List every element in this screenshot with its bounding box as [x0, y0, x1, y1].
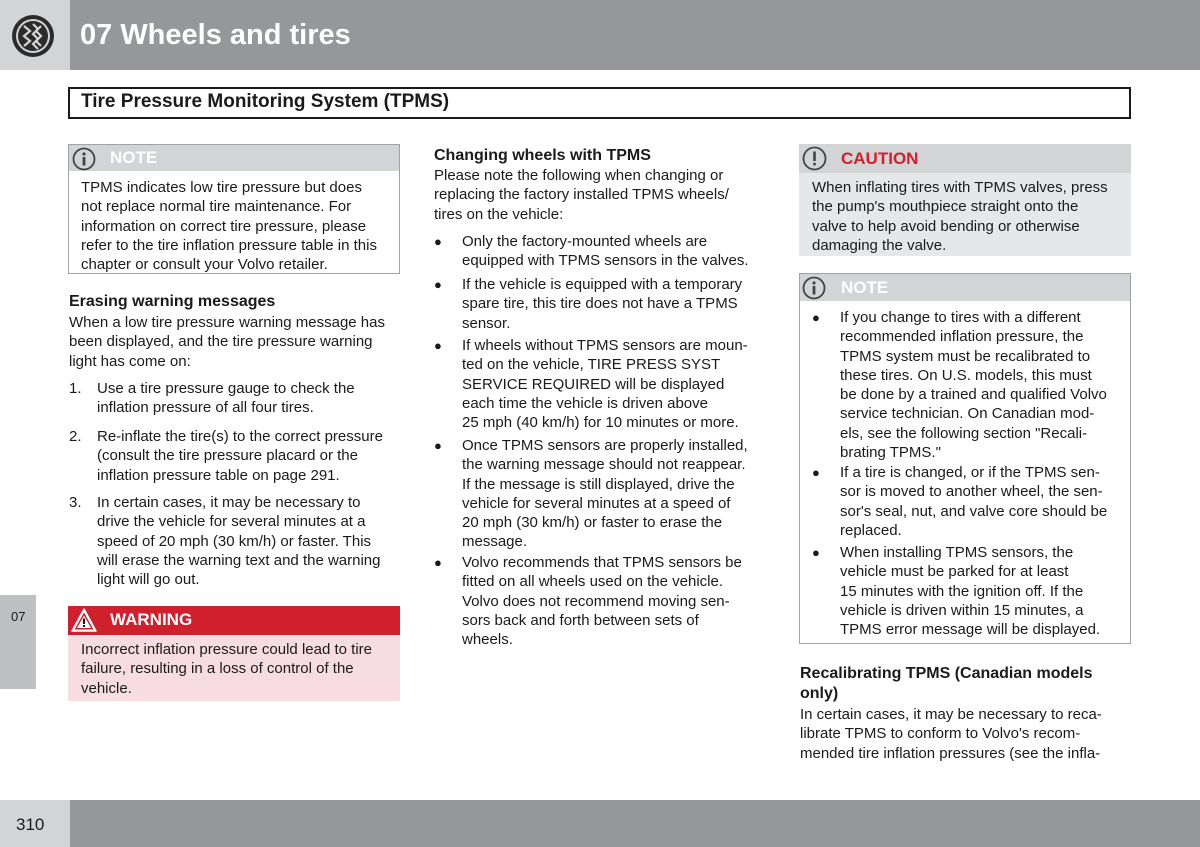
step-line: light will go out. [97, 571, 200, 589]
bullet-line: els, see the following section "Recali- [840, 424, 1088, 442]
side-tab-label: 07 [11, 609, 26, 624]
note-line: refer to the tire inflation pressure table in this [81, 236, 377, 254]
bullet-icon: ● [434, 555, 442, 570]
intro-line: tires on the vehicle: [434, 205, 564, 223]
intro-line: replacing the factory installed TPMS wheels/ [434, 186, 729, 204]
bullet-text [462, 275, 742, 333]
step-line: In certain cases, it may be necessary to [97, 494, 361, 511]
recal-line: librate TPMS to conform to Volvo's recom- [800, 725, 1081, 743]
step-text [97, 493, 381, 589]
recalibrating-heading [800, 664, 1093, 703]
recalibrating-text [800, 705, 1102, 763]
bullet-line: message. [462, 533, 528, 551]
step-text [97, 427, 383, 485]
bullet-line: vehicle must be parked for at least [840, 563, 1069, 581]
heading-line: Recalibrating TPMS (Canadian models [800, 665, 1093, 682]
bullet-line: fitted on all wheels used on the vehicle. [462, 573, 723, 591]
bullet-line: recommended inflation pressure, the [840, 328, 1084, 346]
section-title: Tire Pressure Monitoring System (TPMS) [81, 91, 450, 112]
note-label: NOTE [110, 148, 158, 167]
bullet-line: When installing TPMS sensors, the [840, 544, 1074, 561]
info-icon [801, 275, 827, 301]
bullet-text [840, 463, 1107, 540]
bullet-line: Only the factory-mounted wheels are [462, 233, 708, 250]
bullet-line: vehicle for several minutes at a speed of [462, 494, 731, 512]
bullet-line: If wheels without TPMS sensors are moun- [462, 337, 748, 354]
bullet-line: TPMS system must be recalibrated to [840, 347, 1091, 365]
bullet-text [840, 543, 1100, 639]
note-line: information on correct tire pressure, please [81, 217, 367, 235]
bullet-text [462, 336, 748, 432]
warning-line: vehicle. [81, 679, 132, 697]
note-line: chapter or consult your Volvo retailer. [81, 256, 328, 274]
erasing-heading: Erasing warning messages [69, 293, 276, 310]
bullet-text [840, 308, 1107, 462]
bullet-line: SERVICE REQUIRED will be displayed [462, 375, 725, 393]
step-text [97, 379, 355, 418]
bullet-icon: ● [434, 338, 442, 353]
bullet-text [462, 553, 742, 649]
caution-line: damaging the valve. [812, 236, 947, 254]
footer-bar [70, 800, 1200, 847]
bullet-line: 15 minutes with the ignition off. If the [840, 582, 1084, 600]
bullet-icon: ● [434, 277, 442, 292]
bullet-line: If you change to tires with a different [840, 309, 1081, 326]
intro-line: Please note the following when changing or [434, 167, 724, 184]
bullet-line: each time the vehicle is driven above [462, 394, 708, 412]
step-line: (consult the tire pressure placard or the [97, 447, 358, 465]
step-line: speed of 20 mph (30 km/h) or faster. This [97, 532, 372, 550]
step-line: inflation pressure of all four tires. [97, 399, 314, 417]
bullet-text [462, 436, 748, 552]
note-label: NOTE [841, 278, 889, 297]
chapter-title: 07 Wheels and tires [80, 19, 351, 51]
bullet-icon: ● [434, 234, 442, 249]
bullet-icon: ● [434, 438, 442, 453]
step-line: Re-inflate the tire(s) to the correct pressure [97, 428, 383, 445]
heading-line: only) [800, 684, 839, 702]
chapter-icon-box [0, 0, 70, 70]
info-icon [71, 146, 97, 172]
changing-wheels-heading: Changing wheels with TPMS [434, 147, 651, 164]
bullet-line: replaced. [840, 521, 902, 539]
bullet-line: sor is moved to another wheel, the sen- [840, 483, 1103, 501]
bullet-icon: ● [812, 545, 820, 560]
bullet-line: TPMS error message will be displayed. [840, 621, 1101, 639]
step-line: drive the vehicle for several minutes at a [97, 513, 366, 531]
bullet-line: If the message is still displayed, drive the [462, 475, 735, 493]
bullet-icon: ● [812, 465, 820, 480]
erasing-intro-line: been displayed, and the tire pressure warning [69, 333, 373, 351]
bullet-line: spare tire, this tire does not have a TPMS [462, 295, 738, 313]
note-line: not replace normal tire maintenance. For [81, 198, 352, 216]
bullet-line: the warning message should not reappear. [462, 456, 746, 474]
bullet-line: 25 mph (40 km/h) for 10 minutes or more. [462, 414, 739, 432]
erasing-intro-line: When a low tire pressure warning message has [69, 314, 385, 331]
erasing-intro [69, 313, 385, 371]
recal-line: In certain cases, it may be necessary to reca- [800, 706, 1102, 723]
step-line: Use a tire pressure gauge to check the [97, 380, 355, 397]
bullet-line: Volvo recommends that TPMS sensors be [462, 554, 742, 571]
note-line: TPMS indicates low tire pressure but does [81, 179, 362, 196]
bullet-line: If the vehicle is equipped with a temporary [462, 276, 743, 293]
warning-label: WARNING [110, 610, 193, 629]
caution-text [812, 178, 1108, 255]
recal-line: mended tire inflation pressures (see the infla- [800, 744, 1101, 762]
bullet-line: sensor. [462, 314, 511, 332]
bullet-line: be done by a trained and qualified Volvo [840, 386, 1107, 404]
step-number: 3. [69, 494, 82, 511]
step-line: inflation pressure table on page 291. [97, 466, 340, 484]
bullet-line: If a tire is changed, or if the TPMS sen- [840, 464, 1100, 481]
exclamation-circle-icon [801, 145, 828, 172]
bullet-line: equipped with TPMS sensors in the valves. [462, 252, 749, 270]
caution-line: the pump's mouthpiece straight onto the [812, 198, 1079, 216]
bullet-line: wheels. [462, 631, 513, 649]
bullet-icon: ● [812, 310, 820, 325]
step-line: will erase the warning text and the warning [97, 551, 381, 569]
warning-text [81, 640, 372, 698]
bullet-line: sors back and forth between sets of [462, 611, 699, 629]
bullet-line: these tires. On U.S. models, this must [840, 366, 1092, 384]
step-number: 1. [69, 380, 82, 397]
bullet-line: Once TPMS sensors are properly installed, [462, 437, 748, 454]
bullet-line: service technician. On Canadian mod- [840, 405, 1095, 423]
step-number: 2. [69, 428, 82, 445]
bullet-line: ted on the vehicle, TIRE PRESS SYST [462, 356, 721, 374]
bullet-line: 20 mph (30 km/h) or faster to erase the [462, 514, 723, 532]
bullet-text [462, 232, 749, 271]
warning-triangle-icon [70, 607, 98, 634]
note-text [81, 178, 377, 274]
bullet-line: vehicle is driven within 15 minutes, a [840, 601, 1084, 619]
tire-icon [0, 0, 70, 70]
page-number: 310 [16, 815, 45, 834]
changing-wheels-intro [434, 166, 729, 224]
bullet-line: brating TPMS." [840, 444, 941, 462]
caution-line: valve to help avoid bending or otherwise [812, 217, 1080, 235]
warning-line: failure, resulting in a loss of control of the [81, 660, 354, 678]
caution-line: When inflating tires with TPMS valves, press [812, 179, 1108, 196]
caution-label: CAUTION [841, 149, 919, 168]
bullet-line: Volvo does not recommend moving sen- [462, 592, 730, 610]
bullet-line: sor's seal, nut, and valve core should be [840, 502, 1108, 520]
warning-line: Incorrect inflation pressure could lead to tire [81, 641, 372, 658]
erasing-intro-line: light has come on: [69, 352, 191, 370]
